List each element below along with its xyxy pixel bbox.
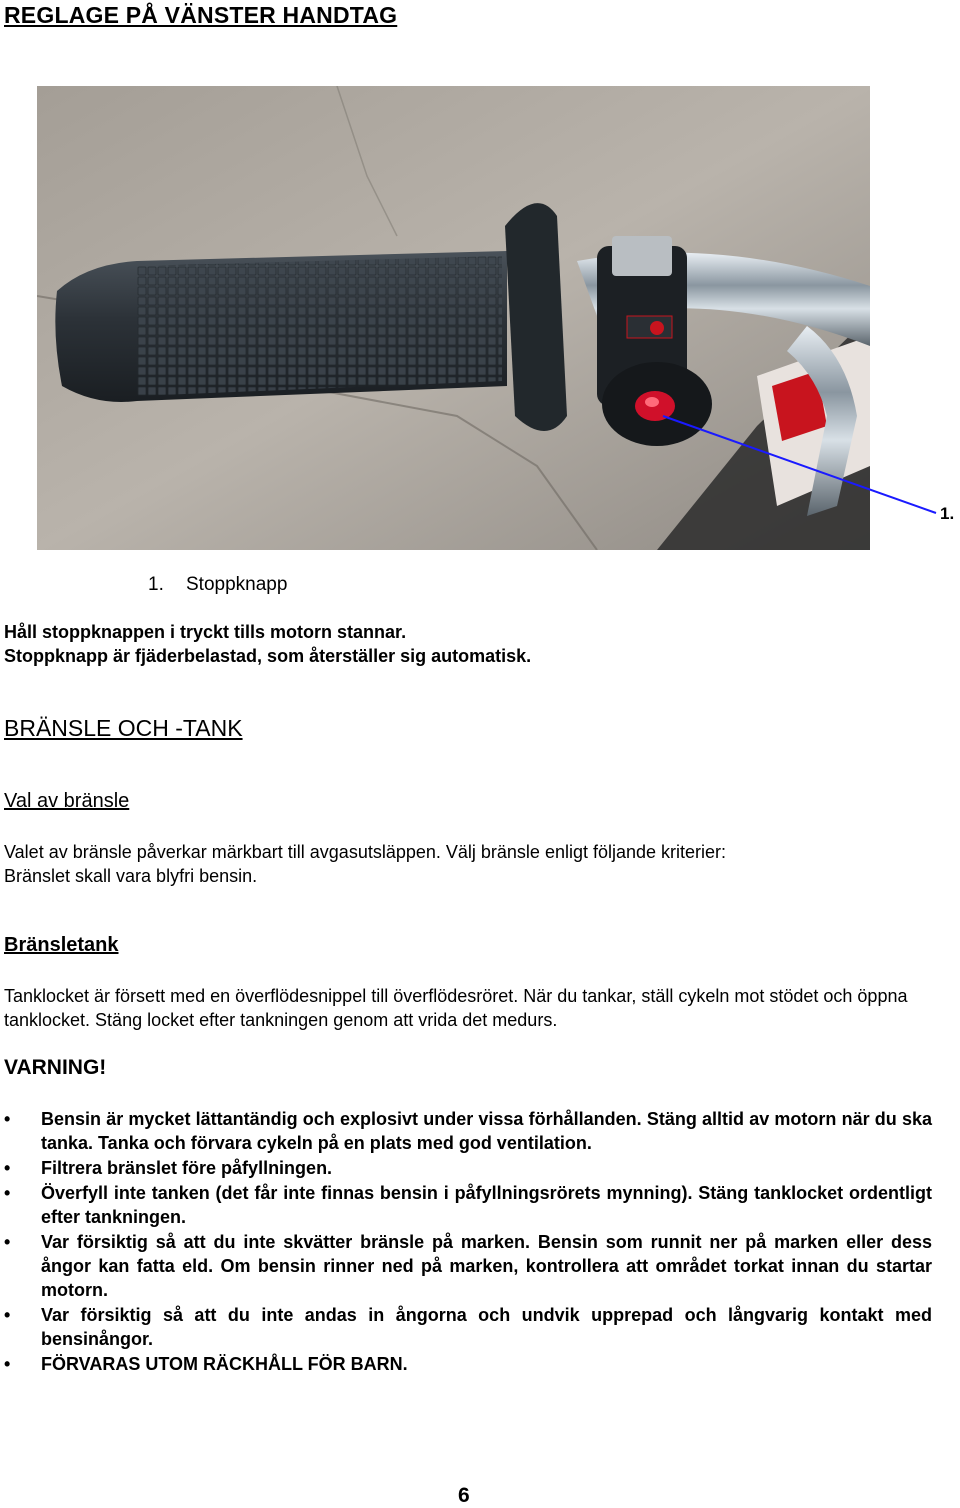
bullet-icon: • bbox=[4, 1109, 11, 1129]
list-item-text: Var försiktig så att du inte andas in ångorna och undvik upprepad och långvarig kontakt med bensinångor. bbox=[41, 1305, 932, 1349]
list-item-text: Var försiktig så att du inte skvätter bränsle på marken. Bensin som runnit ner på marken eller dess ångor kan fatta eld. Om bensin rinner ned på marken, kontrollera att området torkat innan du startar motorn. bbox=[41, 1232, 932, 1300]
fuel-choice-line: Bränslet skall vara blyfri bensin. bbox=[4, 866, 258, 886]
page-title: REGLAGE PÅ VÄNSTER HANDTAG bbox=[4, 2, 398, 28]
list-item bbox=[4, 1230, 932, 1302]
list-item bbox=[4, 1181, 932, 1229]
stop-instruction-line: Håll stoppknappen i tryckt tills motorn stannar. bbox=[4, 622, 407, 642]
warning-list bbox=[4, 1107, 932, 1377]
list-item-text: Filtrera bränslet före påfyllningen. bbox=[41, 1158, 333, 1178]
section-heading: BRÄNSLE OCH -TANK bbox=[4, 715, 243, 741]
warning-heading: VARNING! bbox=[4, 1056, 107, 1079]
tank-heading: Bränsletank bbox=[4, 934, 119, 956]
bullet-icon: • bbox=[4, 1305, 11, 1325]
list-item bbox=[4, 1107, 932, 1155]
fuel-choice-line: Valet av bränsle påverkar märkbart till avgasutsläppen. Välj bränsle enligt följande kriterier: bbox=[4, 842, 727, 862]
tank-text: Tanklocket är försett med en överflödesnippel till överflödesröret. När du tankar, ställ cykeln mot stödet och öppna tanklocket. Stäng locket efter tankningen genom att vrida det medurs. bbox=[4, 986, 908, 1030]
bullet-icon: • bbox=[4, 1158, 11, 1178]
list-item-text: FÖRVARAS UTOM RÄCKHÅLL FÖR BARN. bbox=[41, 1354, 408, 1374]
bullet-icon: • bbox=[4, 1183, 11, 1203]
callout-label: 1. bbox=[940, 504, 955, 523]
bullet-icon: • bbox=[4, 1354, 11, 1374]
list-item bbox=[4, 1352, 932, 1376]
handlebar-grip-photo bbox=[37, 86, 870, 550]
list-item bbox=[4, 1156, 932, 1180]
list-item-text: Överfyll inte tanken (det får inte finnas bensin i påfyllningsrörets mynning). Stäng tanklocket ordentligt efter tankningen. bbox=[41, 1183, 932, 1227]
list-item-text: Bensin är mycket lättantändig och explosivt under vissa förhållanden. Stäng alltid av motorn när du ska tanka. Tanka och förvara cykeln på en plats med god ventilation. bbox=[41, 1109, 932, 1153]
page-number: 6 bbox=[458, 1484, 470, 1507]
legend-label: Stoppknapp bbox=[186, 574, 288, 595]
fuel-choice-heading: Val av bränsle bbox=[4, 790, 130, 812]
bullet-icon: • bbox=[4, 1232, 11, 1252]
list-item bbox=[4, 1303, 932, 1351]
legend-number: 1. bbox=[148, 574, 164, 595]
stop-instruction-line: Stoppknapp är fjäderbelastad, som återställer sig automatisk. bbox=[4, 646, 532, 666]
